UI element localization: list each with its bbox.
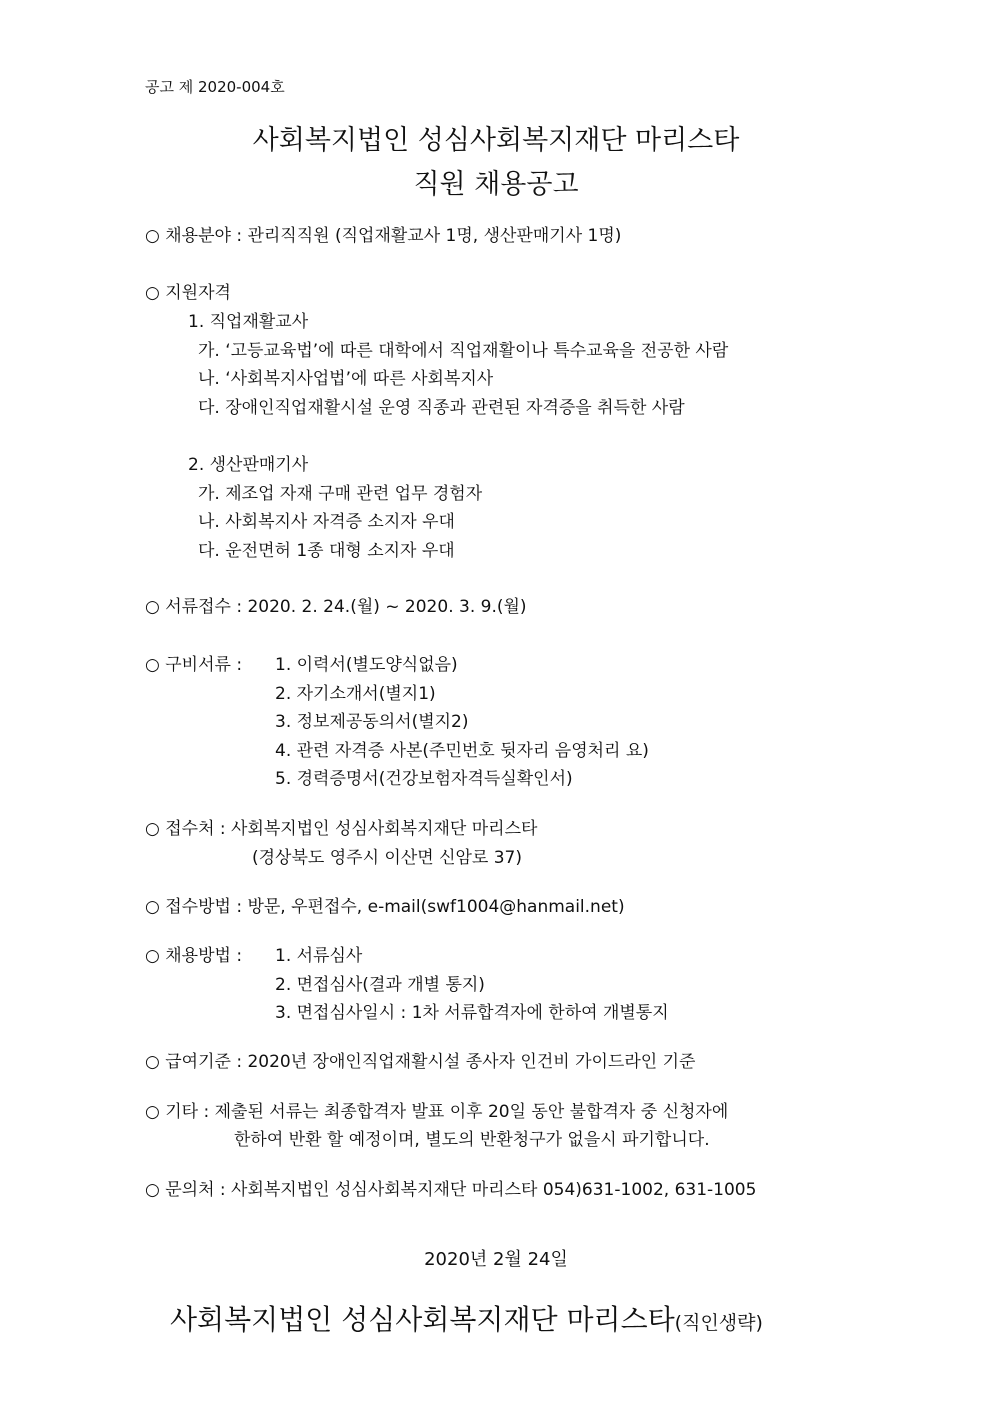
page-title-line1: 사회복지법인 성심사회복지재단 마리스타 [252,125,740,156]
qualification-header: ○ 지원자격 [145,283,231,303]
field-section: ○ 채용분야 : 관리직직원 (직업재활교사 1명, 생산판매기사 1명) [145,226,622,246]
announcement-date: 2020년 2월 24일 [424,1249,568,1270]
footer-seal-note: (직인생략) [674,1312,763,1334]
hiring-method-header: ○ 채용방법 : [145,946,243,966]
reception-address: (경상북도 영주시 이산면 신암로 37) [252,848,522,868]
etc-line2: 한하여 반환 할 예정이며, 별도의 반환청구가 없을시 파기합니다. [234,1130,710,1150]
driver-item: 다. 운전면허 1종 대형 소지자 우대 [198,541,455,561]
footer-signature [170,1300,763,1343]
document-item: 3. 정보제공동의서(별지2) [275,712,469,732]
etc-line1: ○ 기타 : 제출된 서류는 최종합격자 발표 이후 20일 동안 불합격자 중 신청자에 [145,1102,729,1122]
driver-item: 나. 사회복지사 자격증 소지자 우대 [198,512,455,532]
salary-standard: ○ 급여기준 : 2020년 장애인직업재활시설 종사자 인건비 가이드라인 기준 [145,1052,696,1072]
reception-place: ○ 접수처 : 사회복지법인 성심사회복지재단 마리스타 [145,819,538,839]
driver-item: 가. 제조업 자재 구매 관련 업무 경험자 [198,484,483,504]
hiring-method-item: 3. 면접심사일시 : 1차 서류합격자에 한하여 개별통지 [275,1003,669,1023]
documents-header: ○ 구비서류 : [145,655,243,675]
hiring-method-item: 2. 면접심사(결과 개별 통지) [275,975,485,995]
document-item: 2. 자기소개서(별지1) [275,684,436,704]
teacher-item: 가. ‘고등교육법’에 따른 대학에서 직업재활이나 특수교육을 전공한 사람 [198,341,729,361]
teacher-item: 나. ‘사회복지사업법’에 따른 사회복지사 [198,369,494,389]
reception-period: ○ 서류접수 : 2020. 2. 24.(월) ~ 2020. 3. 9.(월) [145,597,527,617]
page-title-line2: 직원 채용공고 [413,169,579,200]
notice-number: 공고 제 2020-004호 [145,78,285,96]
document-item: 1. 이력서(별도양식없음) [275,655,458,675]
document-item: 4. 관련 자격증 사본(주민번호 뒷자리 음영처리 요) [275,741,649,761]
hiring-method-item: 1. 서류심사 [275,946,363,966]
footer-org: 사회복지법인 성심사회복지재단 마리스타 [170,1303,675,1336]
teacher-title: 1. 직업재활교사 [188,312,309,332]
document-item: 5. 경력증명서(건강보험자격득실확인서) [275,769,573,789]
driver-title: 2. 생산판매기사 [188,455,309,475]
contact: ○ 문의처 : 사회복지법인 성심사회복지재단 마리스타 054)631-1002, 631-1005 [145,1180,757,1200]
reception-method: ○ 접수방법 : 방문, 우편접수, e-mail(swf1004@hanmail.net) [145,897,625,917]
teacher-item: 다. 장애인직업재활시설 운영 직종과 관련된 자격증을 취득한 사람 [198,398,685,418]
